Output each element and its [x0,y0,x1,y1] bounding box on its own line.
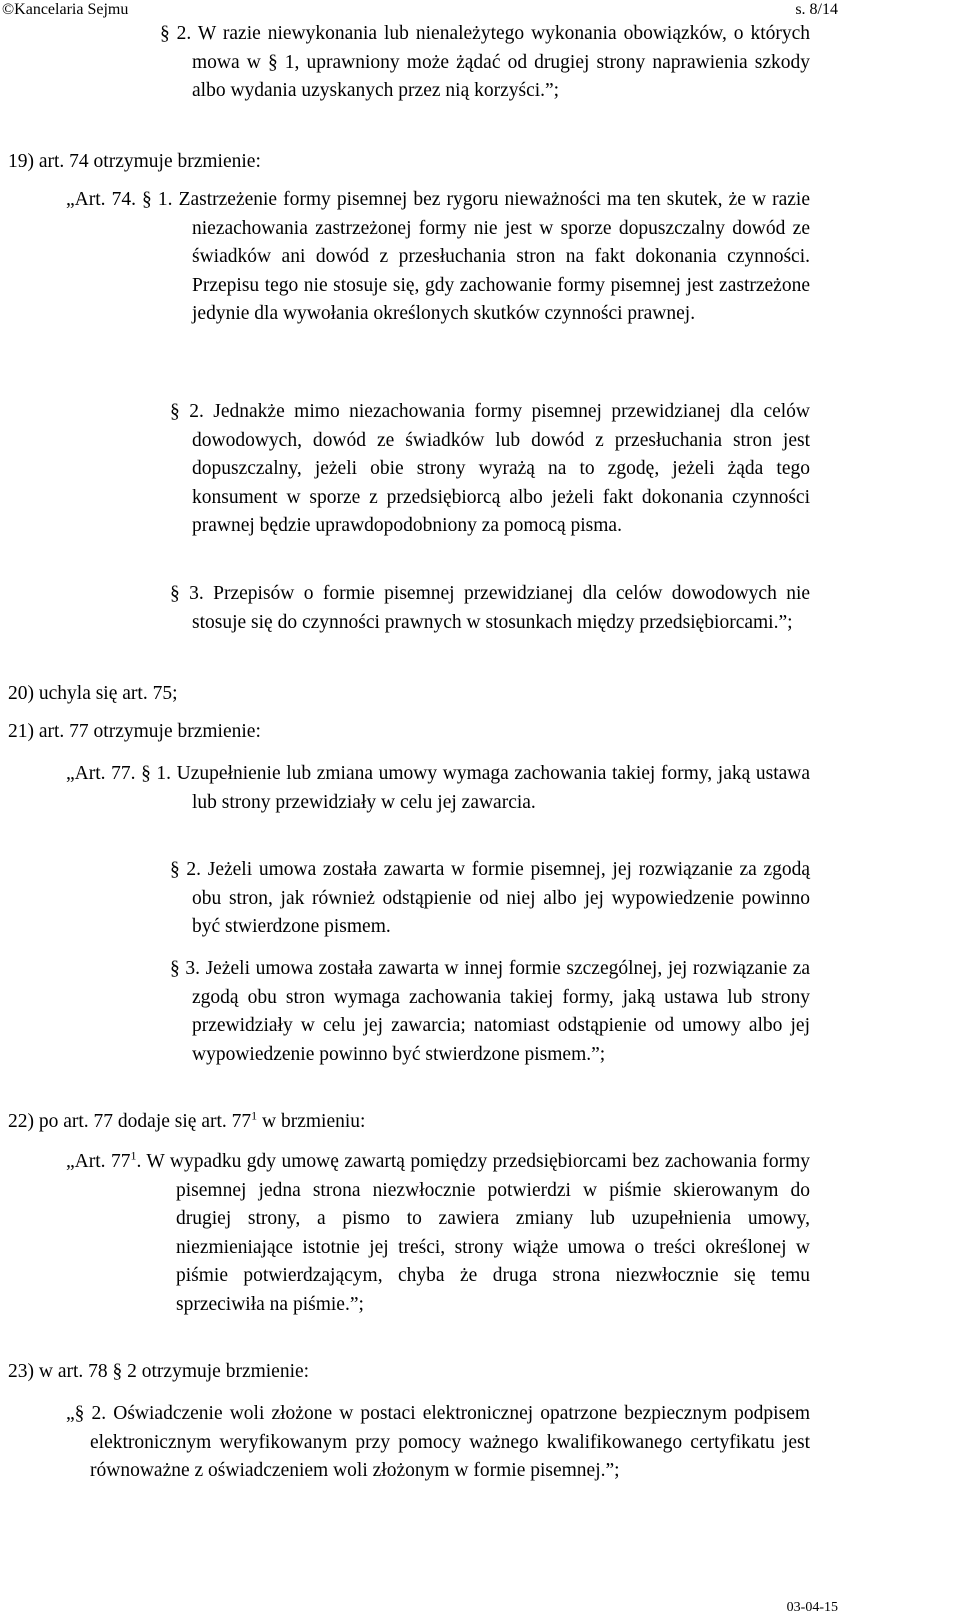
article-74-section-3 [170,580,810,637]
article-77 [66,760,810,817]
footer-date: 03-04-15 [786,1600,838,1615]
section-text: Jeżeli umowa została zawarta w formie pisemnej, jej rozwiązanie za zgodą obu stron, jak również odstąpienie od niej albo jej wypowiedzenie powinno być stwierdzone pismem. [192,859,811,937]
point-20: 20) uchyla się art. 75; [8,683,178,704]
section-lead: § 2. [170,859,202,880]
section-lead: § 2. [170,401,204,422]
article-74 [66,186,810,329]
section-lead: „§ 2. [66,1403,107,1424]
section-lead: § 3. [170,958,200,979]
section-2-continuation [160,20,810,106]
article-74-section-1: Zastrzeżenie formy pisemnej bez rygoru nieważności ma ten skutek, że w razie niezachowania zastrzeżonej formy nie jest w sporze dopuszczalny dowód ze świadków ani dowód z przesłuchania stron na fakt dokonania czynności. Przepisu tego nie stosuje się, gdy zachowanie formy pisemnej jest zastrzeżone jedynie dla wywołania określonych skutków czynności prawnej. [178,189,810,324]
point-22-label: 22) po art. 77 dodaje się art. 77 [8,1111,252,1132]
article-77-section-2 [170,856,810,942]
section-text: Oświadczenie woli złożone w postaci elektronicznej opatrzone bezpiecznym podpisem elektronicznym weryfikowanym przy pomocy ważnego kwalifikowanego certyfikatu jest równoważne z oświadczeniem woli złożonym w formie pisemnej.”; [90,1403,811,1481]
point-23: 23) w art. 78 § 2 otrzymuje brzmienie: [8,1361,310,1382]
point-19: 19) art. 74 otrzymuje brzmienie: [8,151,261,172]
article-74-section-2 [170,398,810,541]
point-22-label-end: w brzmieniu: [257,1111,366,1132]
article-77-1 [66,1148,810,1319]
header-page-number: s. 8/14 [795,1,838,18]
article-77-section-3 [170,955,810,1069]
article-77-section-1: Uzupełnienie lub zmiana umowy wymaga zachowania takiej formy, jaką ustawa lub strony przewidziały w celu jej zawarcia. [176,763,810,813]
point-21: 21) art. 77 otrzymuje brzmienie: [8,721,261,742]
section-lead: § 2. [160,23,192,44]
superscript: 1 [130,1148,137,1163]
lead-text: „Art. 77 [66,1151,131,1172]
article-74-lead: „Art. 74. § 1. [66,189,173,210]
article-77-1-lead [66,1148,142,1172]
article-77-lead: „Art. 77. § 1. [66,763,172,784]
section-text: Jeżeli umowa została zawarta w innej formie szczególnej, jej rozwiązanie za zgodą obu stron wymaga zachowania takiej formy, jaką ustawa lub strony przewidziały w celu jej zawarcia; natomiast odstąpienie od umowy albo jej wypowiedzenie powinno być stwierdzone pismem.”; [192,958,811,1065]
section-text: W razie niewykonania lub nienależytego wykonania obowiązków, o których mowa w § 1, uprawniony może żądać od drugiej strony naprawienia szkody albo wydania uzyskanych przez nią korzyści.”; [192,23,811,101]
article-77-1-text: W wypadku gdy umowę zawartą pomiędzy przedsiębiorcami bez zachowania formy pisemnej jedna strona niezwłocznie potwierdzi w piśmie skierowanym do drugiej strony, a pismo to zawiera zmiany lub uzupełnienia umowy, niezmieniające istotnie jej treści, strony wiąże umowa o treści określonej w piśmie potwierdzającym, chyba że druga strona niezwłocznie się temu sprzeciwiła na piśmie.”; [146,1151,810,1315]
lead-dot: . [136,1151,142,1172]
section-text: Przepisów o formie pisemnej przewidzianej dla celów dowodowych nie stosuje się do czynności prawnych w stosunkach między przedsiębiorcami.”; [192,583,811,633]
header-source: ©Kancelaria Sejmu [2,1,129,18]
superscript: 1 [251,1108,258,1123]
article-78-section-2 [66,1400,810,1486]
point-22 [8,1108,365,1137]
section-text: Jednakże mimo niezachowania formy pisemnej przewidzianej dla celów dowodowych, dowód ze świadków lub dowód z przesłuchania stron jest dopuszczalny, jeżeli obie strony wyrażą na to zgodę, jeżeli żąda tego konsument w sporze z przedsiębiorcą albo jeżeli fakt dokonania czynności prawnej będzie uprawdopodobniony za pomocą pisma. [192,401,811,536]
section-lead: § 3. [170,583,204,604]
